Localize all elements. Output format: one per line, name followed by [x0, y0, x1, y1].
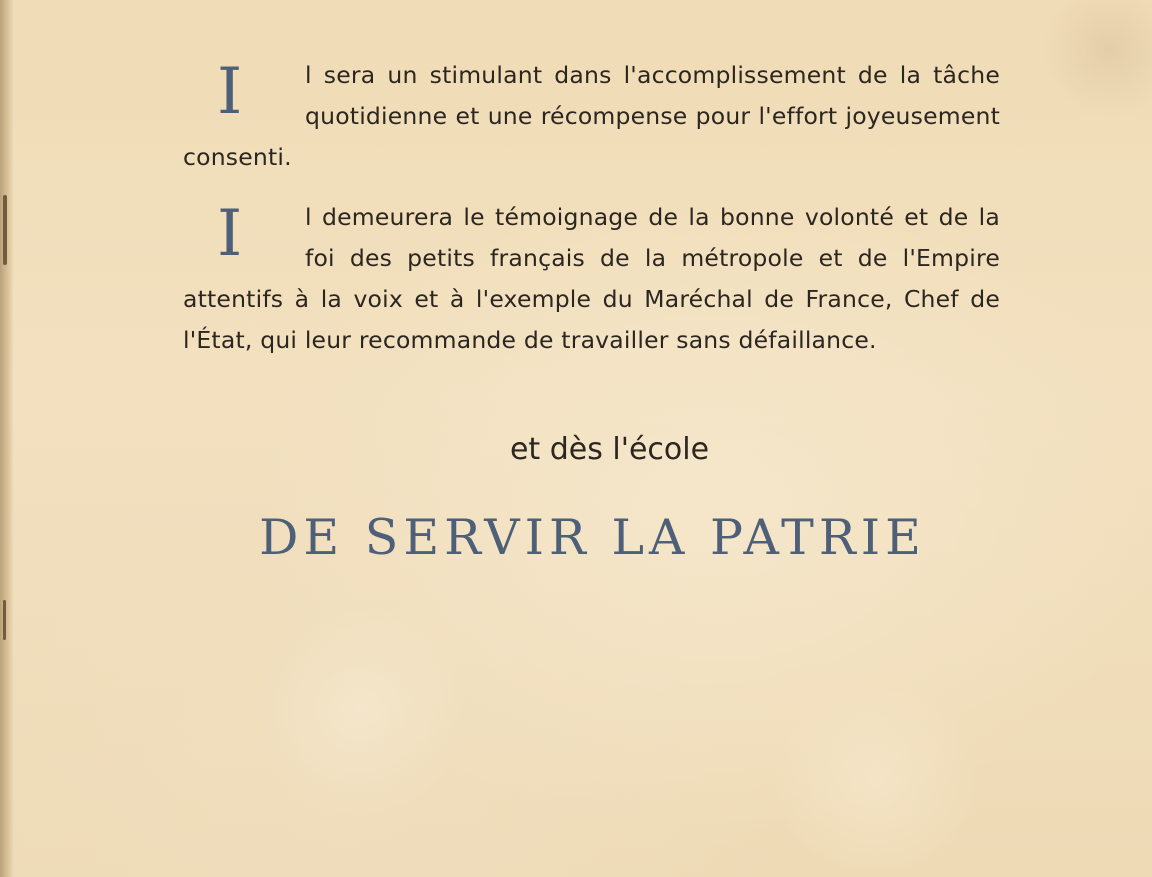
drop-cap: I — [217, 55, 243, 129]
binding-staple-top — [3, 195, 7, 265]
paper-stain — [1040, 0, 1152, 120]
paragraph-2 — [183, 197, 1000, 361]
paper-stain — [255, 600, 465, 820]
binding-staple-bottom — [3, 600, 6, 640]
headline: DE SERVIR LA PATRIE — [259, 509, 926, 566]
drop-cap: I — [217, 197, 243, 271]
paragraph-text: l sera un stimulant dans l'accomplissement de la tâche quotidienne et une récompense pour l'effort joyeusement consenti. — [183, 61, 1000, 171]
subtitle: et dès l'école — [509, 432, 710, 467]
binding-edge — [0, 0, 14, 877]
paragraph-text: l demeurera le témoignage de la bonne volonté et de la foi des petits français de la métropole et de l'Empire attentifs à la voix et à l'exemple du Maréchal de France, Chef de l'État, qui leur recommande de travailler sans défaillance. — [183, 203, 1000, 354]
paper-stain — [760, 690, 990, 870]
paragraph-1 — [183, 55, 1000, 178]
